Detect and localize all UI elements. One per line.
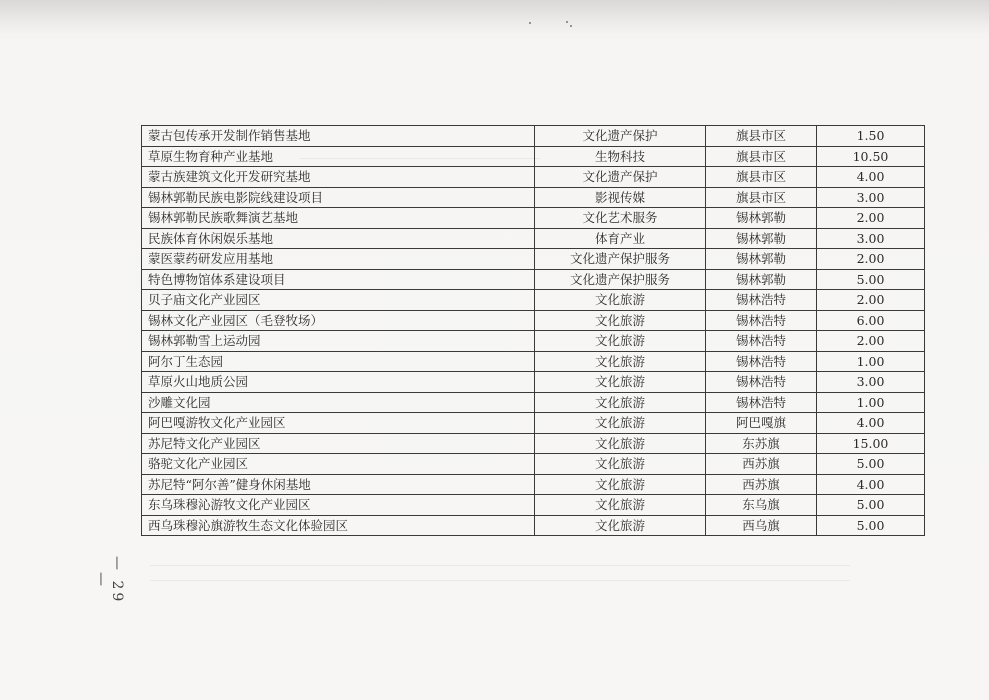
location-cell: 旗县市区 <box>706 146 817 167</box>
value-cell: 15.00 <box>817 433 925 454</box>
category-cell: 文化旅游 <box>535 290 706 311</box>
table-row <box>142 269 925 290</box>
category-cell: 文化旅游 <box>535 454 706 475</box>
location-cell: 锡林郭勒 <box>706 269 817 290</box>
project-name-cell: 锡林郭勒雪上运动园 <box>142 331 535 352</box>
location-cell: 西乌旗 <box>706 515 817 536</box>
table-row <box>142 413 925 434</box>
project-table <box>141 125 925 536</box>
value-cell: 5.00 <box>817 269 925 290</box>
location-cell: 锡林浩特 <box>706 331 817 352</box>
category-cell: 体育产业 <box>535 228 706 249</box>
value-cell: 3.00 <box>817 187 925 208</box>
project-name-cell: 草原生物育种产业基地 <box>142 146 535 167</box>
value-cell: 4.00 <box>817 413 925 434</box>
value-cell: 3.00 <box>817 228 925 249</box>
project-name-cell: 蒙医蒙药研发应用基地 <box>142 249 535 270</box>
table-row <box>142 249 925 270</box>
table-row <box>142 331 925 352</box>
project-name-cell: 贝子庙文化产业园区 <box>142 290 535 311</box>
value-cell: 2.00 <box>817 331 925 352</box>
location-cell: 旗县市区 <box>706 167 817 188</box>
project-name-cell: 阿巴嘎游牧文化产业园区 <box>142 413 535 434</box>
scan-speck <box>570 25 572 27</box>
category-cell: 文化艺术服务 <box>535 208 706 229</box>
bleed-through-line <box>150 565 850 566</box>
project-name-cell: 阿尔丁生态园 <box>142 351 535 372</box>
table-row <box>142 372 925 393</box>
table-row <box>142 454 925 475</box>
category-cell: 文化旅游 <box>535 515 706 536</box>
value-cell: 5.00 <box>817 454 925 475</box>
category-cell: 文化遗产保护 <box>535 167 706 188</box>
location-cell: 锡林郭勒 <box>706 249 817 270</box>
table-row <box>142 208 925 229</box>
project-name-cell: 骆驼文化产业园区 <box>142 454 535 475</box>
table-row <box>142 310 925 331</box>
category-cell: 文化旅游 <box>535 433 706 454</box>
category-cell: 文化遗产保护 <box>535 126 706 147</box>
table-row <box>142 290 925 311</box>
page-number: — 29 — <box>93 555 125 605</box>
project-name-cell: 草原火山地质公园 <box>142 372 535 393</box>
category-cell: 文化旅游 <box>535 310 706 331</box>
value-cell: 1.00 <box>817 351 925 372</box>
value-cell: 1.50 <box>817 126 925 147</box>
project-name-cell: 蒙古包传承开发制作销售基地 <box>142 126 535 147</box>
location-cell: 西苏旗 <box>706 474 817 495</box>
project-name-cell: 蒙古族建筑文化开发研究基地 <box>142 167 535 188</box>
value-cell: 2.00 <box>817 208 925 229</box>
category-cell: 文化旅游 <box>535 495 706 516</box>
location-cell: 锡林郭勒 <box>706 208 817 229</box>
table-row <box>142 126 925 147</box>
category-cell: 生物科技 <box>535 146 706 167</box>
table-row <box>142 187 925 208</box>
category-cell: 文化旅游 <box>535 392 706 413</box>
project-name-cell: 苏尼特文化产业园区 <box>142 433 535 454</box>
value-cell: 5.00 <box>817 515 925 536</box>
category-cell: 文化旅游 <box>535 413 706 434</box>
value-cell: 10.50 <box>817 146 925 167</box>
category-cell: 文化旅游 <box>535 351 706 372</box>
value-cell: 2.00 <box>817 290 925 311</box>
location-cell: 锡林浩特 <box>706 351 817 372</box>
location-cell: 锡林浩特 <box>706 290 817 311</box>
value-cell: 4.00 <box>817 474 925 495</box>
project-name-cell: 特色博物馆体系建设项目 <box>142 269 535 290</box>
project-name-cell: 民族体育休闲娱乐基地 <box>142 228 535 249</box>
location-cell: 锡林浩特 <box>706 392 817 413</box>
table-row <box>142 228 925 249</box>
table-row <box>142 474 925 495</box>
table-row <box>142 167 925 188</box>
table-row <box>142 433 925 454</box>
scan-speck <box>529 22 531 24</box>
scan-speck <box>566 21 568 23</box>
category-cell: 影视传媒 <box>535 187 706 208</box>
location-cell: 锡林浩特 <box>706 310 817 331</box>
project-name-cell: 锡林郭勒民族歌舞演艺基地 <box>142 208 535 229</box>
project-name-cell: 东乌珠穆沁游牧文化产业园区 <box>142 495 535 516</box>
value-cell: 3.00 <box>817 372 925 393</box>
value-cell: 2.00 <box>817 249 925 270</box>
category-cell: 文化遗产保护服务 <box>535 269 706 290</box>
table-row <box>142 146 925 167</box>
category-cell: 文化遗产保护服务 <box>535 249 706 270</box>
project-name-cell: 苏尼特“阿尔善”健身休闲基地 <box>142 474 535 495</box>
project-table-body <box>142 126 925 536</box>
location-cell: 阿巴嘎旗 <box>706 413 817 434</box>
bleed-through-line <box>150 580 850 581</box>
location-cell: 旗县市区 <box>706 187 817 208</box>
project-name-cell: 沙雕文化园 <box>142 392 535 413</box>
table-row <box>142 515 925 536</box>
project-name-cell: 锡林郭勒民族电影院线建设项目 <box>142 187 535 208</box>
project-name-cell: 锡林文化产业园区（毛登牧场） <box>142 310 535 331</box>
value-cell: 4.00 <box>817 167 925 188</box>
category-cell: 文化旅游 <box>535 331 706 352</box>
value-cell: 1.00 <box>817 392 925 413</box>
location-cell: 西苏旗 <box>706 454 817 475</box>
value-cell: 6.00 <box>817 310 925 331</box>
location-cell: 锡林郭勒 <box>706 228 817 249</box>
table-row <box>142 351 925 372</box>
table-row <box>142 392 925 413</box>
value-cell: 5.00 <box>817 495 925 516</box>
location-cell: 锡林浩特 <box>706 372 817 393</box>
category-cell: 文化旅游 <box>535 474 706 495</box>
project-name-cell: 西乌珠穆沁旗游牧生态文化体验园区 <box>142 515 535 536</box>
scan-top-shadow <box>0 0 989 34</box>
table-row <box>142 495 925 516</box>
location-cell: 东苏旗 <box>706 433 817 454</box>
location-cell: 东乌旗 <box>706 495 817 516</box>
location-cell: 旗县市区 <box>706 126 817 147</box>
category-cell: 文化旅游 <box>535 372 706 393</box>
